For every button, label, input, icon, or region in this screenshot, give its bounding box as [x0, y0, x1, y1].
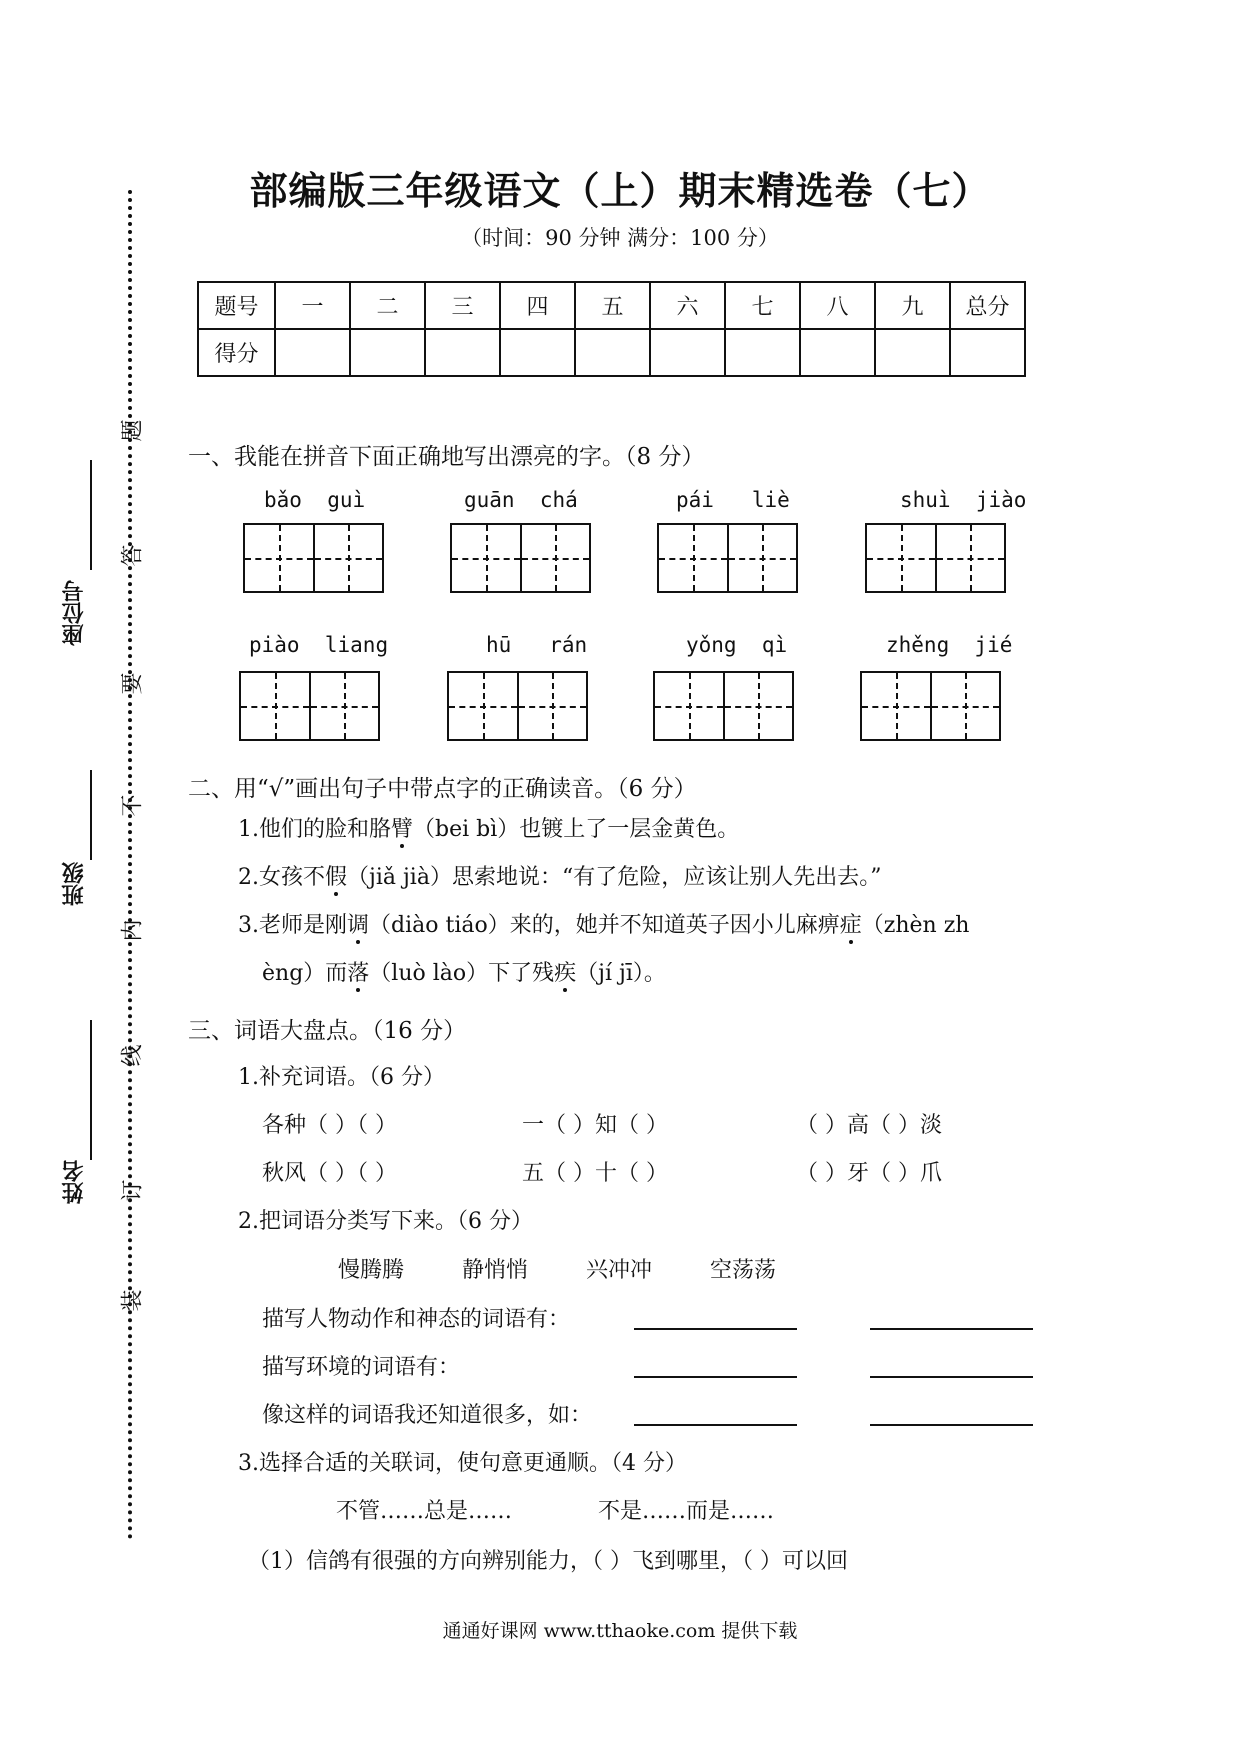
score-cell: 七 [725, 282, 800, 329]
answer-line[interactable] [870, 1424, 1033, 1426]
pinyin: guān chá [464, 488, 578, 512]
classify-prompt: 描写人物动作和神态的词语有： [262, 1307, 571, 1332]
sub-question-3-3: 3.选择合适的关联词，使句意更通顺。（4 分） [238, 1451, 687, 1476]
question-3-3-1: （1）信鸽有很强的方向辨别能力，（ ）飞到哪里，（ ）可以回 [248, 1549, 848, 1574]
question-2-3-cont: èng）而落（luò lào）下了残疾（jí jī）。 [262, 961, 666, 986]
section-2-heading: 二、用“√”画出句子中带点字的正确读音。（6 分） [188, 776, 697, 802]
binding-dotted-line [128, 190, 132, 1540]
word-item: 空荡荡 [710, 1258, 777, 1283]
fill-blank[interactable]: 五（ ）十（ ） [522, 1161, 668, 1186]
score-input-cell[interactable] [650, 329, 725, 376]
page-title: 部编版三年级语文（上）期末精选卷（七） [249, 168, 991, 213]
margin-char: 要 [120, 672, 146, 695]
margin-underline-name [90, 1020, 92, 1160]
score-cell: 四 [500, 282, 575, 329]
writing-grid[interactable] [865, 523, 1006, 593]
score-input-cell[interactable] [800, 329, 875, 376]
score-cell: 五 [575, 282, 650, 329]
sub-question-3-1: 1.补充词语。（6 分） [238, 1065, 445, 1090]
answer-line[interactable] [870, 1376, 1033, 1378]
question-2-3: 3.老师是刚调（diào tiáo）来的，她并不知道英子因小儿麻痹症（zhèn zh [238, 913, 970, 938]
score-table-header-row [198, 282, 1025, 329]
pinyin: hū rán [486, 633, 588, 657]
classify-prompt: 像这样的词语我还知道很多，如： [262, 1403, 593, 1428]
margin-char: 内 [120, 919, 146, 942]
pinyin: shuì jiào [900, 488, 1027, 512]
writing-grid[interactable] [860, 671, 1001, 741]
answer-line[interactable] [634, 1328, 797, 1330]
margin-char: 题 [120, 419, 146, 442]
margin-underline-seat [90, 460, 92, 570]
fill-blank[interactable]: 一（ ）知（ ） [522, 1113, 668, 1138]
score-table [197, 281, 1026, 377]
score-input-cell[interactable] [425, 329, 500, 376]
fill-blank[interactable]: 各种（ ）（ ） [262, 1113, 397, 1138]
pinyin: pái liè [676, 488, 790, 512]
score-cell: 八 [800, 282, 875, 329]
writing-grid[interactable] [653, 671, 794, 741]
pinyin: bǎo guì [264, 488, 366, 512]
pinyin: piào liang [249, 633, 389, 657]
classify-prompt: 描写环境的词语有： [262, 1355, 461, 1380]
writing-grid[interactable] [657, 523, 798, 593]
score-cell: 三 [425, 282, 500, 329]
score-input-cell[interactable] [725, 329, 800, 376]
score-cell: 九 [875, 282, 950, 329]
margin-char: 线 [120, 1044, 146, 1067]
score-input-cell[interactable] [350, 329, 425, 376]
score-cell: 一 [275, 282, 350, 329]
exam-time-score: （时间：90 分钟 满分：100 分） [461, 226, 779, 250]
question-2-1: 1.他们的脸和胳臂（bei bì）也镀上了一层金黄色。 [238, 817, 740, 842]
score-cell: 二 [350, 282, 425, 329]
score-table-score-row [198, 329, 1025, 376]
conjunction-option: 不是……而是…… [598, 1499, 775, 1524]
fill-blank[interactable]: （ ）牙（ ）爪 [796, 1161, 942, 1186]
score-cell: 六 [650, 282, 725, 329]
section-3-heading: 三、词语大盘点。（16 分） [188, 1018, 467, 1044]
pinyin: yǒng qì [686, 633, 788, 657]
score-input-cell[interactable] [575, 329, 650, 376]
score-cell: 总分 [950, 282, 1025, 329]
answer-line[interactable] [870, 1328, 1033, 1330]
margin-char: 答 [120, 544, 146, 567]
margin-field-seat: 座位号 [61, 580, 87, 646]
answer-line[interactable] [634, 1376, 797, 1378]
page-footer: 通通好课网 www.tthaoke.com 提供下载 [442, 1620, 798, 1642]
word-item: 静悄悄 [462, 1258, 529, 1283]
writing-grid[interactable] [239, 671, 380, 741]
fill-blank[interactable]: （ ）高（ ）淡 [796, 1113, 942, 1138]
score-row-label: 得分 [198, 329, 275, 376]
margin-char: 装 [120, 1289, 146, 1312]
question-2-2: 2.女孩不假（jiǎ jià）思索地说：“有了危险，应该让别人先出去。” [238, 865, 882, 890]
margin-field-class: 班级 [61, 862, 87, 906]
margin-underline-class [90, 770, 92, 860]
section-1-heading: 一、我能在拼音下面正确地写出漂亮的字。（8 分） [188, 444, 705, 470]
sub-question-3-2: 2.把词语分类写下来。（6 分） [238, 1209, 533, 1234]
score-cell: 题号 [198, 282, 275, 329]
fill-blank[interactable]: 秋风（ ）（ ） [262, 1161, 397, 1186]
score-input-cell[interactable] [500, 329, 575, 376]
writing-grid[interactable] [447, 671, 588, 741]
conjunction-option: 不管……总是…… [336, 1499, 513, 1524]
score-input-cell[interactable] [875, 329, 950, 376]
writing-grid[interactable] [243, 523, 384, 593]
word-item: 兴冲冲 [586, 1258, 653, 1283]
score-input-cell[interactable] [275, 329, 350, 376]
word-item: 慢腾腾 [338, 1258, 405, 1283]
pinyin: zhěng jié [886, 633, 1013, 657]
score-input-cell[interactable] [950, 329, 1025, 376]
margin-char: 订 [120, 1179, 146, 1202]
margin-char: 不 [120, 794, 146, 817]
answer-line[interactable] [634, 1424, 797, 1426]
writing-grid[interactable] [450, 523, 591, 593]
margin-field-name: 姓名 [61, 1160, 87, 1204]
